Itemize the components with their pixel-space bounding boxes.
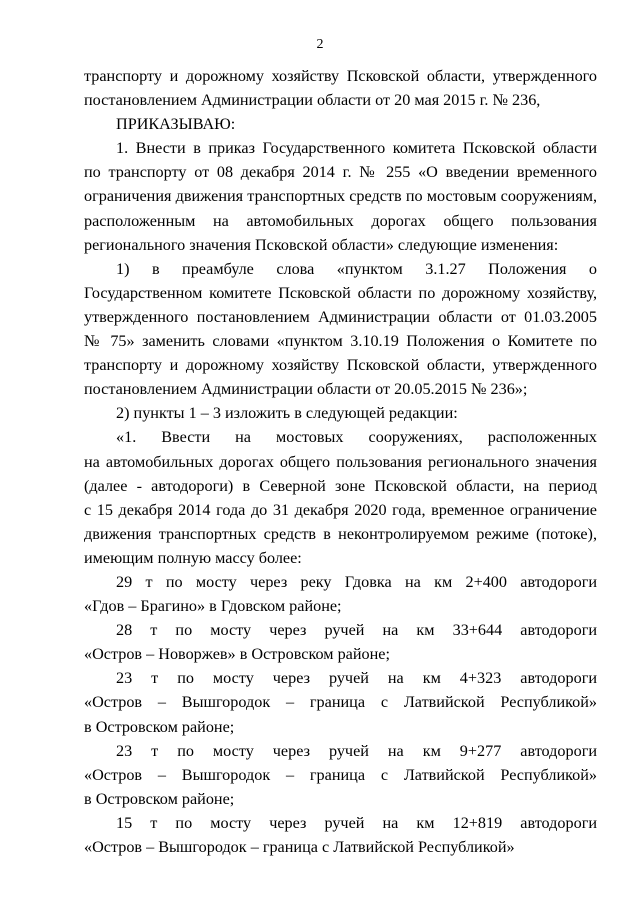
text-line: ограничения движения транспортных средств по мостовым сооружениям, (84, 187, 597, 206)
text-line: транспорту и дорожному хозяйству Псковской области, утвержденного (84, 356, 597, 375)
text-line: в Островском районе; (84, 717, 235, 736)
paragraph (84, 570, 597, 618)
text-line: регионального значения Псковской области» следующие изменения: (84, 235, 559, 254)
text-line: 1. Внести в приказ Государственного комитета Псковской области (116, 139, 597, 158)
paragraph (84, 136, 597, 256)
text-line: Государственном комитете Псковской области по дорожному хозяйству, (84, 283, 597, 302)
text-line: по транспорту от 08 декабря 2014 г. № 255 «О введении временного (84, 163, 597, 182)
text-line: 1) в преамбуле слова «пунктом 3.1.27 Положения о (116, 259, 597, 278)
text-line: № 75» заменить словами «пунктом 3.10.19 Положения о Комитете по (84, 332, 597, 351)
text-line: ПРИКАЗЫВАЮ: (116, 115, 236, 134)
paragraph (84, 739, 597, 811)
text-line: расположенным на автомобильных дорогах общего пользования (84, 211, 597, 230)
paragraph (84, 666, 597, 738)
text-line: 28 т по мосту через ручей на км 33+644 автодороги (116, 621, 597, 640)
text-line: «Гдов – Брагино» в Гдовском районе; (84, 597, 342, 616)
text-line: «Остров – Вышгородок – граница с Латвийской Республикой» (84, 838, 515, 856)
text-line: постановлением Администрации области от 20 мая 2015 г. № 236, (84, 91, 541, 110)
text-line: имеющим полную массу более: (84, 548, 302, 567)
text-line: с 15 декабря 2014 года до 31 декабря 2020 года, временное ограничение (84, 500, 597, 519)
text-line: движения транспортных средств в неконтролируемом режиме (потоке), (84, 524, 597, 543)
text-line: 29 т по мосту через реку Гдовка на км 2+400 автодороги (116, 572, 597, 591)
text-line: «1. Ввести на мостовых сооружениях, расположенных (116, 428, 597, 447)
text-line: (далее - автодороги) в Северной зоне Псковской области, на период (84, 476, 597, 495)
paragraph (84, 425, 597, 570)
paragraph (84, 257, 597, 402)
text-line: «Остров – Вышгородок – граница с Латвийской Республикой» (84, 765, 597, 784)
text-line: транспорту и дорожному хозяйству Псковской области, утвержденного (84, 67, 597, 85)
text-line: в Островском районе; (84, 789, 235, 808)
text-line: 23 т по мосту через ручей на км 9+277 автодороги (116, 741, 597, 760)
text-line: 15 т по мосту через ручей на км 12+819 автодороги (116, 813, 597, 832)
text-line: утвержденного постановлением Администрации области от 01.03.2005 (84, 307, 597, 326)
paragraph (84, 64, 597, 112)
page-number: 2 (316, 37, 324, 52)
paragraph (84, 112, 597, 136)
paragraph (84, 618, 597, 666)
paragraph (84, 811, 597, 859)
text-line: 2) пункты 1 – 3 изложить в следующей редакции: (116, 404, 458, 423)
paragraph (84, 401, 597, 425)
text-line: на автомобильных дорогах общего пользования регионального значения (84, 452, 597, 471)
text-line: «Остров – Новоржев» в Островском районе; (84, 645, 390, 664)
text-line: постановлением Администрации области от 20.05.2015 № 236»; (84, 380, 528, 399)
document-body (84, 64, 597, 859)
text-line: «Остров – Вышгородок – граница с Латвийской Республикой» (84, 693, 597, 712)
text-line: 23 т по мосту через ручей на км 4+323 автодороги (116, 669, 597, 688)
